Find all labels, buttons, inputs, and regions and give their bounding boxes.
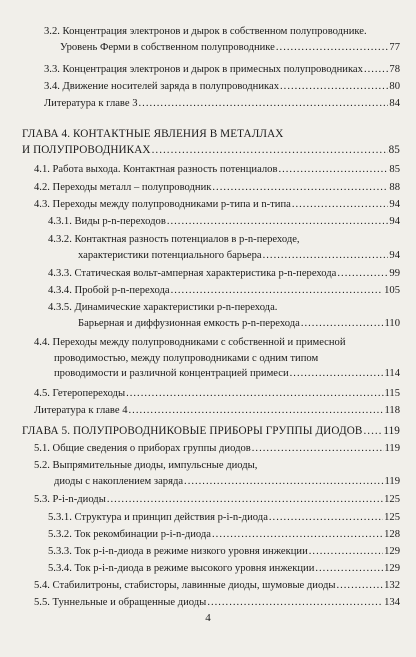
toc-entry bbox=[48, 300, 400, 331]
toc-entry-text: 3.3. Концентрация электронов и дырок в примесных полупроводниках bbox=[44, 64, 363, 75]
toc-page-number: 125 bbox=[384, 494, 400, 505]
page-number: 4 bbox=[205, 612, 211, 624]
toc-entry-text: 4.3.2. Контактная разность потенциалов в p-n-переходе, bbox=[48, 234, 300, 245]
toc-entry-text: 4.3.3. Статическая вольт-амперная характеристика p-n-перехода bbox=[48, 268, 337, 279]
toc-entry-text: Уровень Ферми в собственном полупроводнике bbox=[60, 41, 275, 53]
leader-dots bbox=[278, 165, 388, 176]
toc-entry-text: 5.4. Стабилитроны, стабисторы, лавинные диоды, шумовые диоды bbox=[34, 580, 336, 591]
toc-entry bbox=[44, 62, 400, 78]
toc-entry-text: 4.3.4. Пробой p-n-перехода bbox=[48, 285, 170, 296]
toc-entry-text: И ПОЛУПРОВОДНИКАХ bbox=[22, 143, 151, 156]
toc-entry-text: Литература к главе 3 bbox=[44, 98, 138, 109]
toc-page-number: 78 bbox=[389, 64, 400, 75]
leader-dots bbox=[290, 369, 384, 380]
leader-dots bbox=[207, 598, 383, 609]
toc-entry-text: 4.3.1. Виды p-n-переходов bbox=[48, 216, 166, 227]
toc-entry bbox=[48, 510, 400, 526]
leader-dots bbox=[212, 530, 383, 541]
leader-dots bbox=[152, 145, 388, 156]
toc-entry-text: 4.1. Работа выхода. Контактная разность потенциалов bbox=[34, 164, 278, 175]
toc-entry bbox=[44, 96, 400, 112]
leader-dots bbox=[184, 477, 383, 488]
toc-page-number: 94 bbox=[389, 249, 400, 261]
toc-entry bbox=[34, 335, 400, 382]
toc-entry bbox=[34, 441, 400, 457]
toc-entry-text: Литература к главе 4 bbox=[34, 405, 128, 416]
toc-page-number: 134 bbox=[384, 597, 400, 608]
toc-entry-text: 4.4. Переходы между полупроводниками с собственной и примесной bbox=[34, 337, 346, 348]
toc-page-number: 88 bbox=[389, 182, 400, 193]
toc-entry-text: 5.1. Общие сведения о приборах группы диодов bbox=[34, 443, 251, 454]
chapter-heading bbox=[22, 424, 400, 440]
toc-entry-text: ГЛАВА 4. КОНТАКТНЫЕ ЯВЛЕНИЯ В МЕТАЛЛАХ bbox=[22, 128, 284, 140]
leader-dots bbox=[167, 217, 389, 228]
toc-entry bbox=[48, 544, 400, 560]
toc-entry-text: 5.2. Выпрямительные диоды, импульсные диоды, bbox=[34, 460, 258, 471]
leader-dots bbox=[269, 513, 383, 524]
toc-page-number: 80 bbox=[389, 81, 400, 92]
toc-page-number: 125 bbox=[384, 512, 400, 523]
toc-entry-text: характеристики потенциального барьера bbox=[78, 249, 262, 261]
leader-dots bbox=[309, 547, 383, 558]
toc-entry bbox=[48, 214, 400, 230]
toc-entry-text: 4.5. Гетеропереходы bbox=[34, 388, 126, 399]
toc-page-number: 85 bbox=[389, 164, 400, 175]
toc-entry bbox=[34, 578, 400, 594]
toc-entry bbox=[48, 283, 400, 299]
toc-entry-text: 4.3.5. Динамические характеристики p-n-перехода. bbox=[48, 302, 278, 313]
leader-dots bbox=[280, 82, 388, 93]
leader-dots bbox=[212, 183, 388, 194]
leader-dots bbox=[263, 251, 389, 262]
toc-entry bbox=[48, 232, 400, 263]
toc-entry-text: диоды с накоплением заряда bbox=[54, 475, 184, 487]
toc-entry-text: 5.3.3. Ток p-i-n-диода в режиме низкого уровня инжекции bbox=[48, 546, 308, 557]
toc-entry-text: 4.2. Переходы металл – полупроводник bbox=[34, 182, 212, 193]
leader-dots bbox=[139, 99, 389, 110]
toc-page-number: 129 bbox=[384, 546, 400, 557]
toc-entry-text: 3.2. Концентрация электронов и дырок в собственном полупроводнике. bbox=[44, 26, 367, 37]
toc-entry bbox=[34, 492, 400, 508]
toc-entry-text: 5.3.2. Ток рекомбинации p-i-n-диода bbox=[48, 529, 212, 540]
leader-dots bbox=[301, 319, 384, 330]
toc-page-number: 84 bbox=[389, 98, 400, 109]
toc-entry bbox=[48, 527, 400, 543]
toc-entry bbox=[48, 266, 400, 282]
toc-page-number: 119 bbox=[384, 475, 400, 487]
toc-entry-text: ГЛАВА 5. ПОЛУПРОВОДНИКОВЫЕ ПРИБОРЫ ГРУППЫ ДИОДОВ bbox=[22, 425, 363, 437]
leader-dots bbox=[276, 43, 389, 54]
toc-entry bbox=[34, 162, 400, 178]
toc-entry-text: проводимостью, между полупроводниками с одним типом bbox=[54, 352, 319, 364]
toc-entry bbox=[34, 386, 400, 402]
toc-page-number: 114 bbox=[384, 368, 400, 380]
toc-entry bbox=[44, 79, 400, 95]
toc-entry bbox=[48, 561, 400, 577]
leader-dots bbox=[336, 581, 383, 592]
leader-dots bbox=[129, 406, 384, 417]
toc-entry-text: 5.3.4. Ток p-i-n-диода в режиме высокого уровня инжекции bbox=[48, 563, 315, 574]
toc-entry bbox=[34, 197, 400, 213]
toc-page-number: 105 bbox=[384, 285, 400, 296]
toc-entry-text: 4.3. Переходы между полупроводниками p-типа и n-типа bbox=[34, 199, 291, 210]
leader-dots bbox=[126, 389, 383, 400]
leader-dots bbox=[337, 269, 388, 280]
toc-entry bbox=[34, 458, 400, 489]
toc-entry bbox=[44, 24, 400, 55]
toc-page-number: 128 bbox=[384, 529, 400, 540]
leader-dots bbox=[364, 65, 388, 76]
toc-entry bbox=[34, 403, 400, 419]
toc-page-number: 94 bbox=[389, 199, 400, 210]
toc-entry-text: 3.4. Движение носителей заряда в полупроводниках bbox=[44, 81, 280, 92]
toc-page-number: 119 bbox=[384, 443, 400, 454]
toc-entry bbox=[34, 595, 400, 611]
toc-entry-text: 5.5. Туннельные и обращенные диоды bbox=[34, 597, 207, 608]
toc-page-number: 99 bbox=[389, 268, 400, 279]
leader-dots bbox=[363, 426, 382, 437]
toc-entry-text: 5.3. P-i-n-диоды bbox=[34, 494, 106, 505]
toc-page-number: 77 bbox=[389, 41, 400, 53]
leader-dots bbox=[292, 200, 389, 211]
toc-page-number: 110 bbox=[384, 317, 400, 329]
toc-page-number: 115 bbox=[384, 388, 400, 399]
toc-entry bbox=[34, 180, 400, 196]
leader-dots bbox=[107, 495, 383, 506]
leader-dots bbox=[315, 564, 383, 575]
toc-entry-text: проводимости и различной концентрацией примеси bbox=[54, 368, 289, 380]
toc-page-number: 119 bbox=[383, 425, 400, 437]
chapter-heading bbox=[22, 127, 400, 158]
toc-entry-text: 5.3.1. Структура и принцип действия p-i-n-диода bbox=[48, 512, 268, 523]
toc-page-number: 85 bbox=[388, 143, 400, 156]
toc-page-number: 118 bbox=[384, 405, 400, 416]
leader-dots bbox=[171, 286, 384, 297]
toc-page-number: 129 bbox=[384, 563, 400, 574]
toc-page-number: 132 bbox=[384, 580, 400, 591]
toc-page-number: 94 bbox=[389, 216, 400, 227]
toc-entry-text: Барьерная и диффузионная емкость p-n-перехода bbox=[78, 317, 300, 329]
leader-dots bbox=[252, 444, 384, 455]
